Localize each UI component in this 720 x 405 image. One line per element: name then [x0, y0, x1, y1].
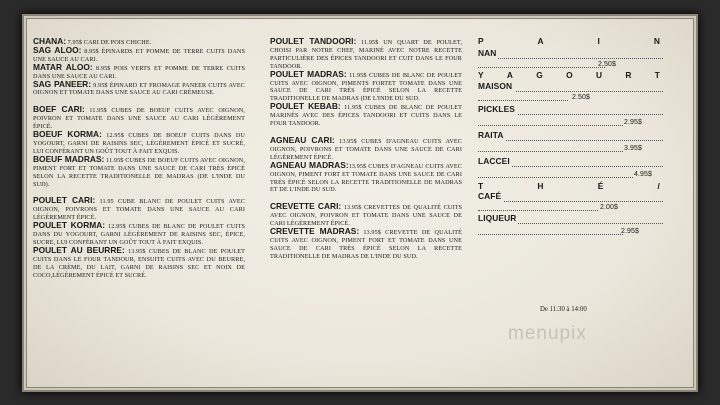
heading-letter: R [625, 70, 632, 80]
maison-price: 2.50$ [572, 94, 591, 101]
menu-item-name: POULET CARI: [33, 195, 96, 206]
heading-letter: G [536, 70, 543, 80]
menu-column-left [33, 38, 245, 279]
menu-item-name: POULET AU BEURRE: [33, 244, 125, 255]
menu-item [270, 68, 462, 104]
menu-item-name: BOEUF KORMA: [33, 129, 102, 140]
laccei-label: LACCEI [478, 156, 510, 166]
nan-row [478, 50, 663, 60]
menu-item-description: 13.95$ CREVETTE DE QUALITÉ CUITS AVEC OIGNON, PIMENT FORT ET TOMATE DANS UNE SAUCE DE CARI TRÈS ÉPICÉ SELON LA RECETTE TRADITIONELLE DE MADRAS DE L'INDE DU SUD. [270, 229, 463, 260]
liqueur-price-row [478, 227, 663, 239]
raita-label: RAITA [478, 130, 504, 140]
menu-item [33, 222, 245, 247]
heading-letter: U [595, 70, 603, 80]
heading-letter: T [478, 181, 484, 191]
heading-letter: / [657, 181, 660, 191]
liqueur-label: LIQUEUR [478, 213, 517, 223]
heading-letter: É [597, 181, 604, 191]
opening-hours: De 11:30 à 14:00 [540, 306, 587, 313]
cafe-price: 2.00$ [600, 204, 619, 211]
heading-letter: A [537, 36, 544, 46]
heading-letter: I [597, 36, 600, 46]
cafe-row [478, 193, 663, 203]
menu-item-description: 9.95$ ÉPINARD ET FROMAGE PANEER CUITS AVEC OIGNON ET TOMATE DANS UNE SAUCE AU CARI CRÉMEUSE. [33, 81, 246, 97]
menu-item-name: CHANA: [33, 36, 67, 46]
menu-item-name: BOEF CARI: [33, 104, 85, 115]
menu-item-name: POULET KORMA: [33, 220, 106, 231]
menu-item [270, 203, 462, 228]
menu-item-description: 11.95$ CUBES DE BLANC DE POULET CUITS AVEC OIGNON, PIMENTS FORTET TOMATE DANS UNE SAUCE DE CARI TRÈS ÉPICÉ SELON LA RECETTE TRADITIONELLE DE MADRAS (DE L'INDE DU SUD. [270, 71, 462, 103]
menu-item [270, 228, 462, 261]
menu-item-description: 11.95$ CUBES DE BOEUF CUITS AVEC OIGNON, POIVRON ET TOMATE DANS UNE SAUCE AU CARI LÉGÈREMENT ÉPICÉ. [33, 107, 245, 131]
heading-letter: T [654, 70, 660, 80]
heading-letter: Y [478, 70, 484, 80]
menu-item-name: CREVETTE MADRAS: [270, 226, 360, 237]
heading-letter: N [653, 36, 660, 46]
maison-row [478, 83, 663, 93]
laccei-price: 4.95$ [634, 171, 653, 178]
heading-letter: P [478, 36, 484, 46]
menupix-watermark: menupix [508, 323, 587, 344]
menu-item [33, 197, 245, 222]
menu-item-description: 11.95 CUBE BLANC DE POULET CUITS AVEC OIGNON, POIVRONS ET TOMATE DANS UNE SAUCE AU CARI LÉGÈREMENT ÉPICÉ. [33, 198, 245, 222]
menu-item-description: 13.95$ CUBES D'AGNEAU CUITS AVEC OIGNON, POIVRONS ET TOMATE DANS UNE SAUCE DE CARI LÉGÈREMENT ÉPICÉ. [270, 137, 462, 161]
pickles-label: PICKLES [478, 104, 515, 114]
nan-price: 2.50$ [598, 61, 617, 68]
menu-item-description: 12.95$ CUBES DE BOEUF CUITS DANS DU YOGOURT, GARNI DE RAISINS SEC, LÉGÈREMENT ÉPICÉ ET SUCRÉ, LUI CONFÉRANT UN GOÛT TOUT À FAIT EXQUIS. [33, 132, 245, 155]
menu-item-description: 13.95$ CREVETTES DE QUALITÉ CUITS AVEC OIGNON, POIVRON ET TOMATE DANS UNE SAUCE DE CARI LÉGÈREMENT ÉPICÉ. [270, 204, 463, 228]
menu-item [33, 78, 246, 98]
menu-item-description: 8.95$ ÉPINARDS ET POMME DE TERRE CUITS DANS UNE SAUCE AU CARI. [33, 47, 245, 63]
menu-item-name: CREVETTE CARI: [270, 201, 342, 212]
menu-item [33, 244, 245, 280]
menu-column-middle [270, 38, 462, 261]
menu-item-description: 11.95$ CUBES DE BOEUF CUITS AVEC OIGNON, PIMENT FORT ET TOMATE DANS UNE SAUCE DE CARI TRÈS ÉPICÉ SELON LA RECETTE TRADITIONELLE DE MADRAS (DE L'INDE DU SUD). [33, 156, 246, 188]
menu-item-name: POULET TANDOORI: [270, 36, 357, 46]
cafe-label: CAFÉ [478, 191, 502, 201]
menu-item-name: POULET MADRAS: [270, 68, 347, 79]
menu-item [270, 159, 462, 195]
nan-label: NAN [478, 48, 497, 58]
pain-heading [478, 38, 663, 50]
menu-item [33, 153, 246, 189]
menu-item-name: MATAR ALOO: [33, 61, 93, 72]
menu-item-description: 13.95$ CUBES DE BLANC DE POULET CUITS DANS LE FOUR TANDOUR, ENSUITE CUITS AVEC DU BEURRE, DE LA CRÈME, DU LAIT, GARNI DE RAISINS SEC ET NOIX DE COCO,LÉGÈREMENT ÉPICÉ ET SUCRÉ. [33, 247, 245, 279]
menu-item-name: AGNEAU MADRAS: [270, 159, 349, 170]
menu-item-description: 11.95$ UN QUART DE POULET, CHOISI PAR NOTRE CHEF, MARINÉ AVEC NOTRE RECETTE PARTICULIÈRE DES ÉPICES TANDOORI ET CUIT DANS LE FOUR TANDOOR. [270, 39, 462, 70]
laccei-price-row [478, 170, 663, 183]
menu-item [33, 131, 245, 156]
pickles-row [478, 106, 663, 118]
maison-label: MAISON [478, 81, 513, 91]
raita-price: 3.95$ [624, 145, 643, 152]
menu-item-description: 7.95$ CARI DE POIS CHICHE. [66, 39, 152, 46]
laccei-row [478, 158, 663, 170]
liqueur-price: 2.95$ [621, 228, 640, 235]
menu-item-description: 8.95$ POIS VERTS ET POMME DE TERRE CUITS DANS UNE SAUCE AU CARI. [33, 64, 245, 80]
liqueur-row [478, 215, 663, 227]
menu-column-right [478, 38, 663, 239]
menu-item-name: AGNEAU CARI: [270, 134, 335, 145]
menu-item [270, 38, 462, 71]
menu-item-name: SAG PANEER: [33, 78, 92, 89]
menu-item-description: 13.95$ CUBES D'AGNEAU CUITS AVEC OIGNON, PIMENT FORT ET TOMATE DANS UNE SAUCE DE CARI TRÈS ÉPICÉ SELON LA RECETTE TRADITIONELLE DE MADRAS ET DE L'INDE DU SUD. [270, 162, 462, 194]
menu-item [270, 103, 462, 128]
menu-item-name: POULET KEBAB: [270, 101, 341, 112]
menu-item-name: SAG ALOO: [33, 44, 82, 55]
the-heading [478, 183, 663, 193]
pickles-price: 2.95$ [624, 119, 643, 126]
heading-letter: O [566, 70, 573, 80]
menu-item-name: BOEUF MADRAS: [33, 153, 105, 164]
heading-letter: H [537, 181, 544, 191]
heading-letter: A [506, 70, 514, 80]
raita-row [478, 132, 663, 144]
menu-item-description: 11.95$ CUBES DE BLANC DE POULET MARINÉS AVEC DES ÉPICES TANDOORI ET CUITS DANS LE FOUR TANDOOR. [270, 104, 462, 128]
menu-item-description: 12.95$ CUBES DE BLANC DE POULET CUITS DANS DU YOGOURT, GARNI LÉGÈREMENT DE RAISINS SEC, ÉPICE, SUCRE, LUI CONFÉRANT UN GOÛT TOUT À FAIT EXQUIS. [33, 223, 245, 246]
menu-item [33, 106, 245, 131]
menu-item [270, 134, 462, 162]
pickles-price-row [478, 118, 663, 132]
